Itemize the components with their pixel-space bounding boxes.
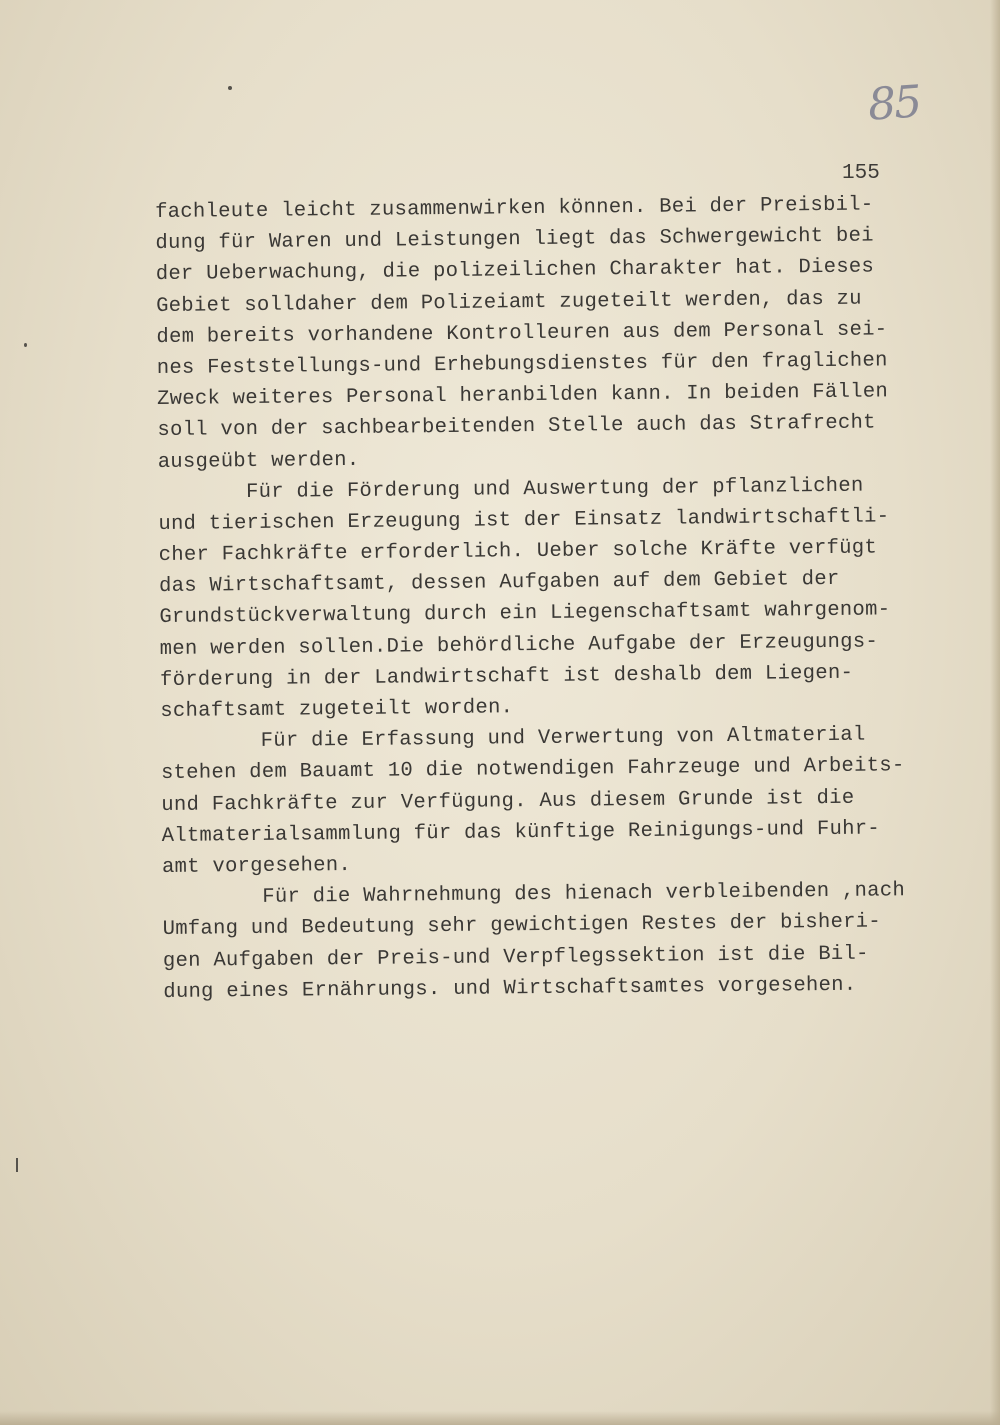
- text-line: dem bereits vorhandene Kontrolleuren aus dem Personal sei-: [156, 318, 888, 349]
- paragraph-first-line: Für die Förderung und Auswertung der pflanzlichen: [245, 474, 864, 504]
- text-line: soll von der sachbearbeitenden Stelle auch das Strafrecht: [157, 411, 876, 443]
- text-line: stehen dem Bauamt 10 die notwendigen Fahrzeuge und Arbeits-: [160, 754, 905, 786]
- text-line: Gebiet solldaher dem Polizeiamt zugeteilt werden, das zu: [156, 287, 862, 318]
- text-line: und tierischen Erzeugung ist der Einsatz landwirtschaftli-: [158, 505, 890, 536]
- text-line: ausgeübt werden.: [157, 448, 360, 474]
- text-line: gen Aufgaben der Preis-und Verpflegssektion ist die Bil-: [162, 942, 869, 973]
- ink-speck: [228, 86, 232, 90]
- text-line: men werden sollen.Die behördliche Aufgabe der Erzeugungs-: [159, 630, 879, 661]
- handwritten-folio-number: 85: [866, 76, 922, 131]
- text-line: und Fachkräfte zur Verfügung. Aus diesem Grunde ist die: [161, 786, 855, 817]
- text-line: nes Feststellungs-und Erhebungsdienstes für den fraglichen: [156, 349, 888, 380]
- page-number: 155: [842, 162, 880, 185]
- text-line: Grundstückverwaltung durch ein Liegenschaftsamt wahrgenom-: [159, 598, 891, 630]
- paragraph-first-line: Für die Wahrnehmung des hienach verbleibenden ,nach: [262, 879, 906, 910]
- text-line: dung für Waren und Leistungen liegt das Schwergewicht bei: [155, 224, 874, 256]
- text-line: förderung in der Landwirtschaft ist deshalb dem Liegen-: [159, 661, 854, 692]
- text-line: schaftsamt zugeteilt worden.: [160, 696, 514, 723]
- text-line: das Wirtschaftsamt, dessen Aufgaben auf dem Gebiet der: [158, 568, 840, 599]
- typewritten-body: [155, 189, 923, 1008]
- text-line: Umfang und Bedeutung sehr gewichtigen Restes der bisheri-: [162, 910, 882, 942]
- text-line: cher Fachkräfte erforderlich. Ueber solche Kräfte verfügt: [158, 536, 878, 568]
- ink-speck: [16, 1158, 18, 1172]
- text-line: amt vorgesehen.: [161, 853, 352, 879]
- text-line: fachleute leicht zusammenwirken können. Bei der Preisbil-: [155, 193, 874, 224]
- paragraph-first-line: Für die Erfassung und Verwertung von Altmaterial: [260, 723, 866, 754]
- text-line: Altmaterialsammlung für das künftige Reinigungs-und Fuhr-: [161, 817, 881, 848]
- paper-bottom-shadow: [0, 1411, 1000, 1425]
- ink-speck: [24, 343, 27, 347]
- text-line: der Ueberwachung, die polizeilichen Charakter hat. Dieses: [155, 255, 875, 287]
- text-line: Zweck weiteres Personal heranbilden kann. In beiden Fällen: [157, 380, 889, 412]
- text-line: dung eines Ernährungs. und Wirtschaftsamtes vorgesehen.: [163, 973, 857, 1004]
- paper-edge-shadow: [990, 0, 1000, 1425]
